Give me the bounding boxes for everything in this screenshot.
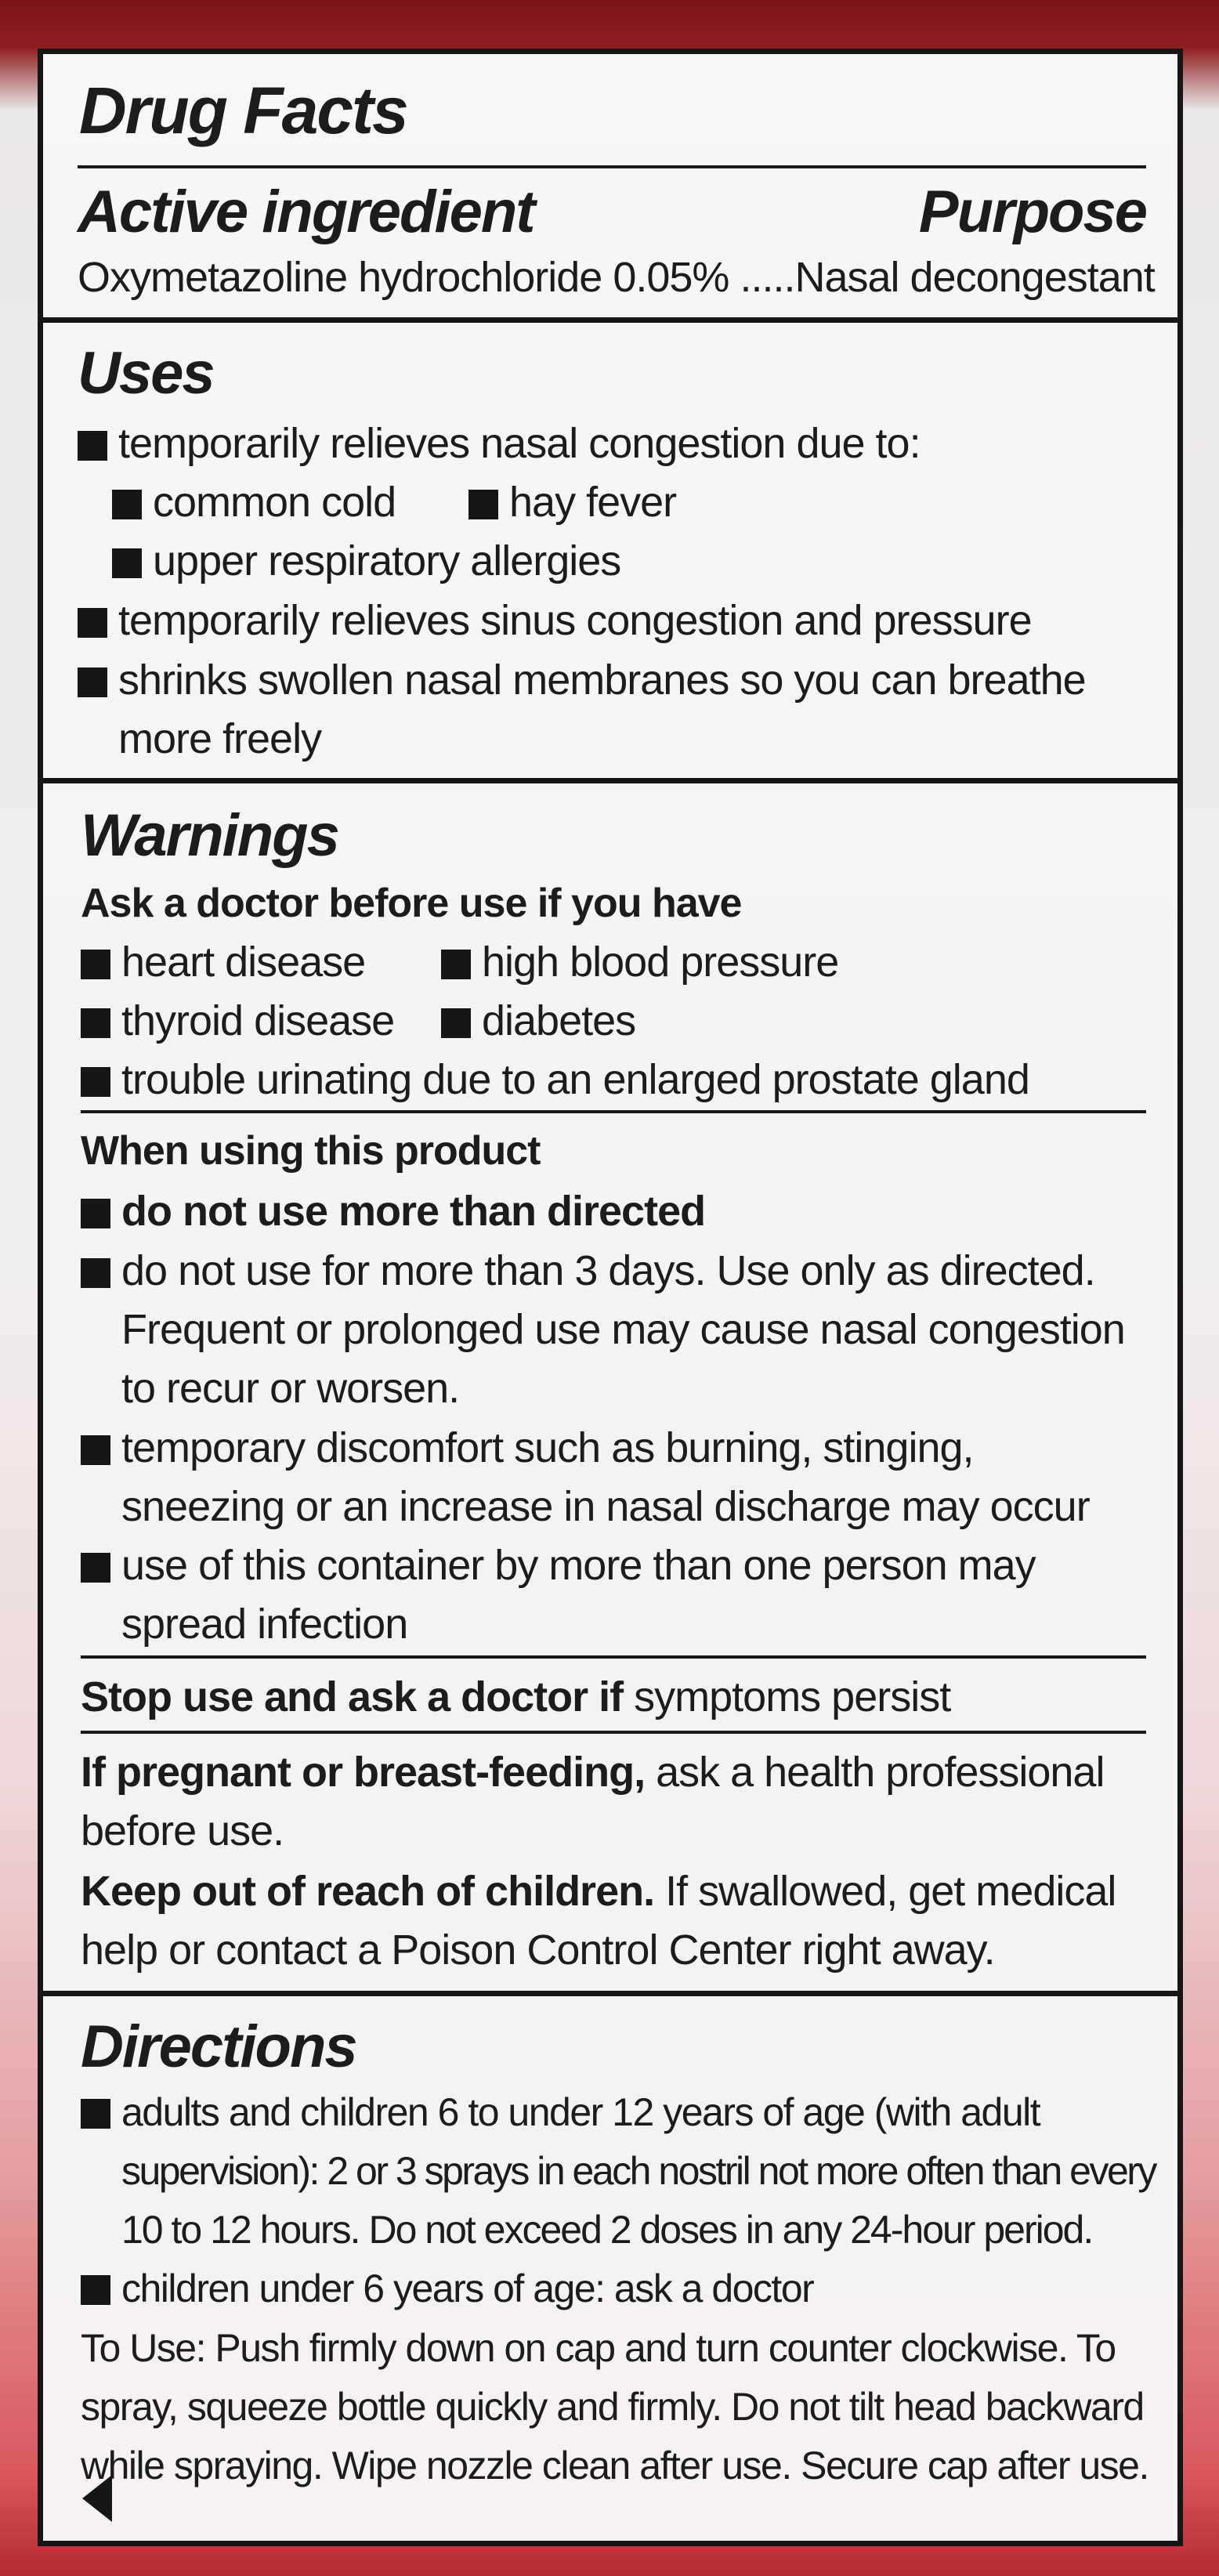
warnings-subdivider (81, 1731, 1146, 1734)
square-bullet-icon (81, 1067, 110, 1097)
warning-condition: diabetes (441, 1000, 635, 1042)
directions-item-continued: supervision): 2 or 3 sprays in each nostril not more often than every (121, 2149, 1156, 2193)
uses-subitem: upper respiratory allergies (112, 540, 620, 582)
square-bullet-icon (81, 2099, 110, 2129)
when-using-item-continued: spread infection (121, 1601, 408, 1648)
when-using-item: do not use for more than 3 days. Use only as directed. (81, 1250, 1095, 1292)
square-bullet-icon (81, 950, 110, 979)
square-bullet-icon (81, 1199, 110, 1228)
keep-out-line: Keep out of reach of children. If swallowed, get medical (81, 1868, 1116, 1915)
uses-subitem: hay fever (468, 481, 676, 523)
square-bullet-icon (112, 548, 142, 578)
square-bullet-icon (441, 950, 471, 979)
square-bullet-icon (81, 1553, 110, 1583)
warning-condition: heart disease (81, 941, 365, 983)
ingredient-line: Oxymetazoline hydrochloride 0.05% .....Nasal decongestant (78, 254, 1155, 301)
drug-facts-title: Drug Facts (79, 74, 407, 147)
uses-item: temporarily relieves nasal congestion due to: (78, 422, 921, 465)
square-bullet-icon (468, 490, 498, 519)
square-bullet-icon (78, 668, 107, 697)
ask-doctor-heading: Ask a doctor before use if you have (81, 881, 742, 926)
uses-item: temporarily relieves sinus congestion and pressure (78, 599, 1032, 642)
directions-item-continued: 10 to 12 hours. Do not exceed 2 doses in any 24-hour period. (121, 2208, 1093, 2252)
uses-item: shrinks swollen nasal membranes so you can breathe (78, 659, 1086, 701)
uses-heading: Uses (78, 340, 214, 407)
active-ingredient-heading: Active ingredient (78, 179, 534, 245)
section-divider (43, 317, 1177, 323)
square-bullet-icon (112, 490, 142, 519)
warning-condition: thyroid disease (81, 1000, 394, 1042)
square-bullet-icon (81, 2275, 110, 2305)
warnings-heading: Warnings (81, 802, 338, 869)
warnings-subdivider (81, 1110, 1146, 1113)
to-use-line: To Use: Push firmly down on cap and turn counter clockwise. To (81, 2326, 1116, 2370)
uses-item-continued: more freely (118, 715, 322, 762)
directions-heading: Directions (81, 2013, 356, 2080)
stop-use-line: Stop use and ask a doctor if symptoms persist (81, 1673, 951, 1720)
to-use-line: while spraying. Wipe nozzle clean after use. Secure cap after use. (81, 2444, 1148, 2487)
section-divider (43, 1991, 1177, 1996)
purpose-heading: Purpose (918, 179, 1146, 245)
warning-condition: trouble urinating due to an enlarged prostate gland (81, 1058, 1029, 1101)
title-rule (78, 165, 1146, 168)
drug-facts-panel (38, 49, 1183, 2546)
when-using-item-continued: Frequent or prolonged use may cause nasal congestion (121, 1306, 1125, 1353)
when-using-item: do not use more than directed (81, 1190, 705, 1232)
pregnancy-line: If pregnant or breast-feeding, ask a health professional (81, 1749, 1105, 1796)
warnings-subdivider (81, 1655, 1146, 1659)
when-using-heading: When using this product (81, 1128, 541, 1174)
directions-item: children under 6 years of age: ask a doctor (81, 2269, 813, 2308)
to-use-line: spray, squeeze bottle quickly and firmly. Do not tilt head backward (81, 2385, 1144, 2429)
when-using-item-continued: to recur or worsen. (121, 1365, 460, 1412)
square-bullet-icon (81, 1258, 110, 1288)
pregnancy-line-continued: before use. (81, 1807, 284, 1854)
left-arrow-icon (82, 2475, 112, 2522)
square-bullet-icon (78, 608, 107, 638)
square-bullet-icon (78, 431, 107, 461)
keep-out-line-continued: help or contact a Poison Control Center right away. (81, 1927, 995, 1974)
when-using-item: temporary discomfort such as burning, stinging, (81, 1427, 974, 1469)
directions-item: adults and children 6 to under 12 years of age (with adult (81, 2093, 1040, 2132)
section-divider (43, 778, 1177, 783)
when-using-item: use of this container by more than one person may (81, 1544, 1036, 1586)
square-bullet-icon (81, 1008, 110, 1038)
square-bullet-icon (81, 1435, 110, 1465)
when-using-item-continued: sneezing or an increase in nasal discharge may occur (121, 1483, 1090, 1530)
square-bullet-icon (441, 1008, 471, 1038)
uses-subitem: common cold (112, 481, 396, 523)
warning-condition: high blood pressure (441, 941, 838, 983)
